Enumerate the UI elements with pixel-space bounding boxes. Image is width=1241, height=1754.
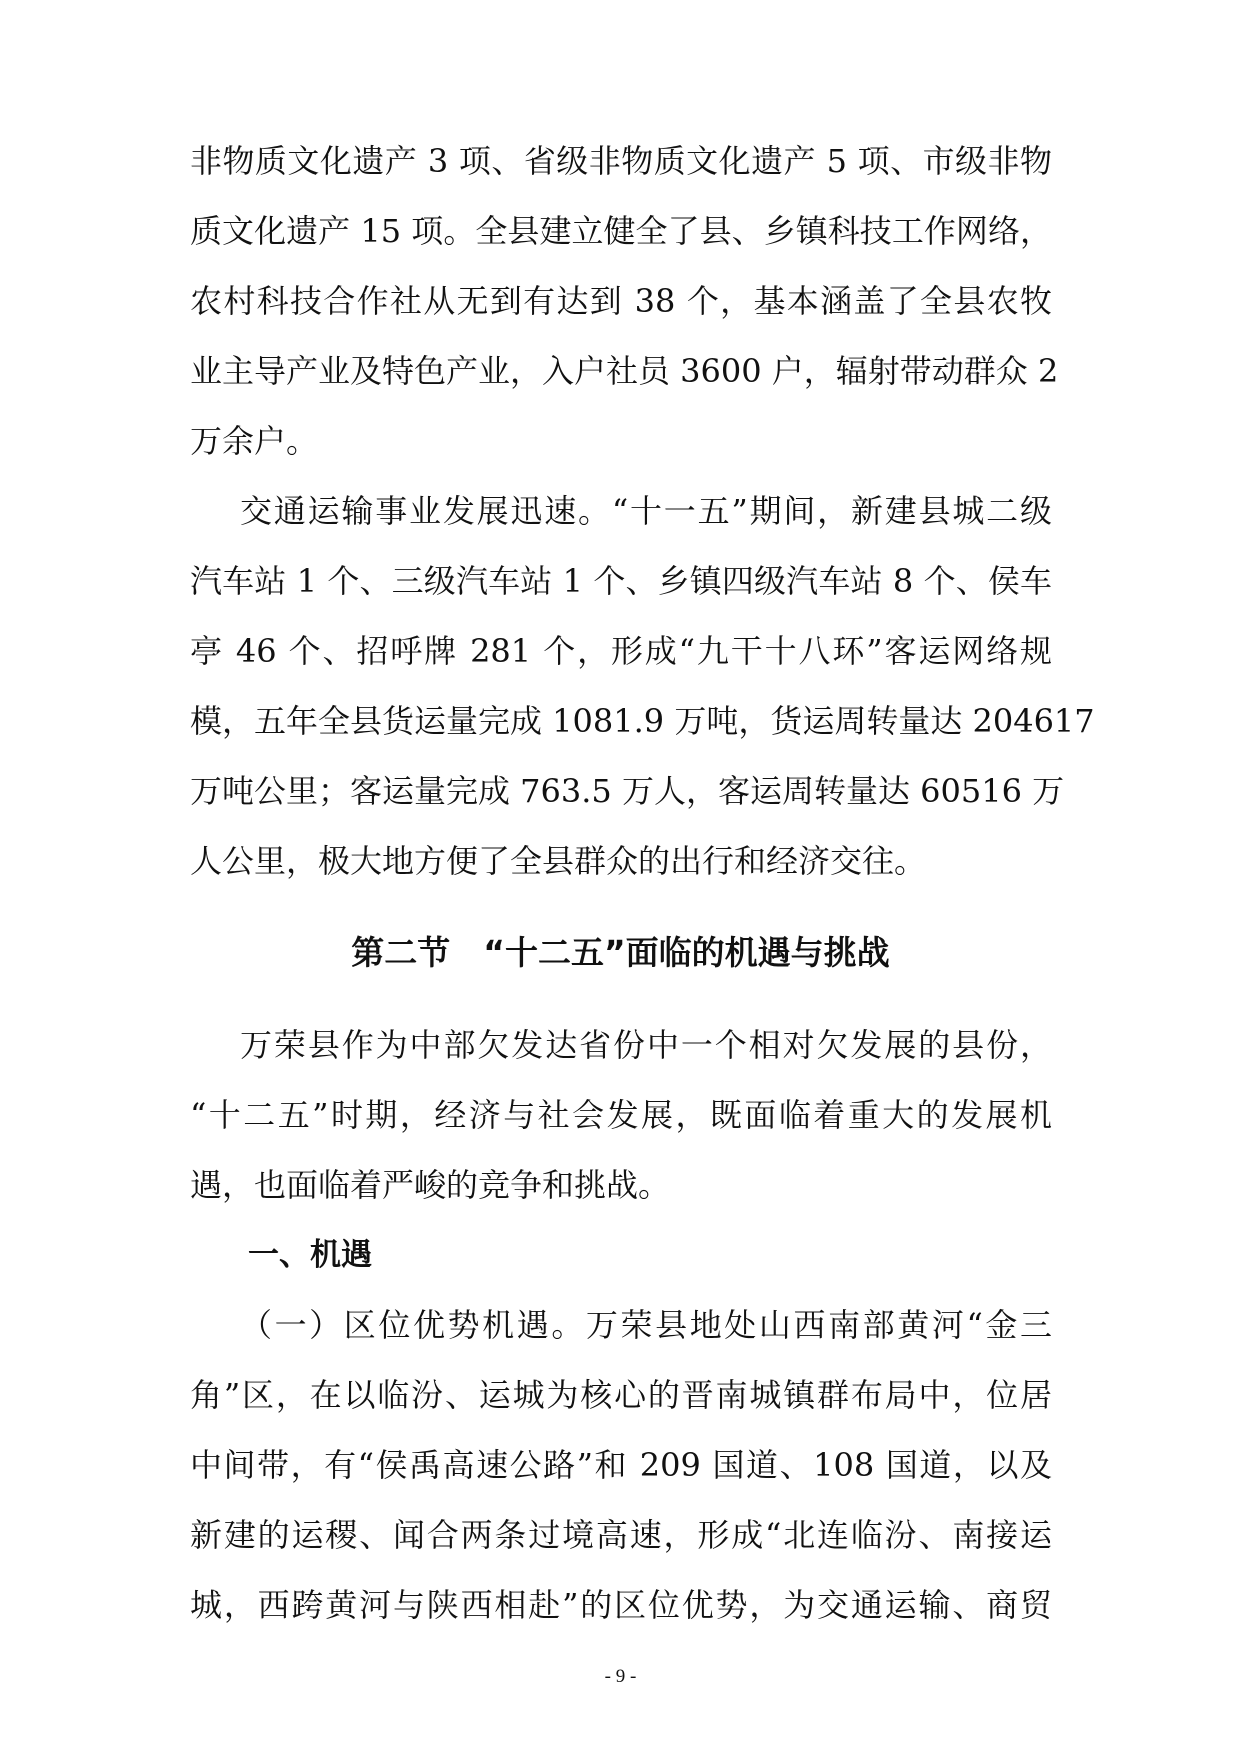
text-line: 汽车站 1 个、三级汽车站 1 个、乡镇四级汽车站 8 个、侯车 (190, 562, 1052, 600)
text-line: 非物质文化遗产 3 项、省级非物质文化遗产 5 项、市级非物 (190, 142, 1052, 180)
text-line: 新建的运稷、闻合两条过境高速，形成“北连临汾、南接运 (190, 1516, 1052, 1554)
section-heading: 第二节 “十二五”面临的机遇与挑战 (351, 933, 890, 972)
text-line: 交通运输事业发展迅速。“十一五”期间，新建县城二级 (240, 492, 1052, 530)
text-line: 遇，也面临着严峻的竞争和挑战。 (190, 1166, 671, 1204)
text-line: 模，五年全县货运量完成 1081.9 万吨，货运周转量达 204617 (190, 702, 1095, 740)
text-line: 万吨公里；客运量完成 763.5 万人，客运周转量达 60516 万 (190, 772, 1065, 810)
text-line: 人公里，极大地方便了全县群众的出行和经济交往。 (190, 842, 927, 880)
text-line: 万余户。 (190, 422, 319, 460)
text-line: “十二五”时期，经济与社会发展，既面临着重大的发展机 (190, 1096, 1052, 1134)
text-line: （一）区位优势机遇。万荣县地处山西南部黄河“金三 (240, 1306, 1052, 1344)
text-line: 角”区，在以临汾、运城为核心的晋南城镇群布局中，位居 (190, 1376, 1052, 1414)
text-line: 质文化遗产 15 项。全县建立健全了县、乡镇科技工作网络， (190, 212, 1052, 250)
text-line: 业主导产业及特色产业，入户社员 3600 户，辐射带动群众 2 (190, 352, 1059, 390)
text-line: 中间带，有“侯禹高速公路”和 209 国道、108 国道，以及 (190, 1446, 1052, 1484)
subheading: 一、机遇 (248, 1237, 372, 1273)
text-line: 城，西跨黄河与陕西相赴”的区位优势，为交通运输、商贸 (190, 1586, 1052, 1624)
text-line: 农村科技合作社从无到有达到 38 个，基本涵盖了全县农牧 (190, 282, 1052, 320)
page-number: - 9 - (604, 1666, 637, 1687)
text-line: 亭 46 个、招呼牌 281 个，形成“九干十八环”客运网络规 (190, 632, 1052, 670)
text-line: 万荣县作为中部欠发达省份中一个相对欠发展的县份， (240, 1026, 1052, 1064)
